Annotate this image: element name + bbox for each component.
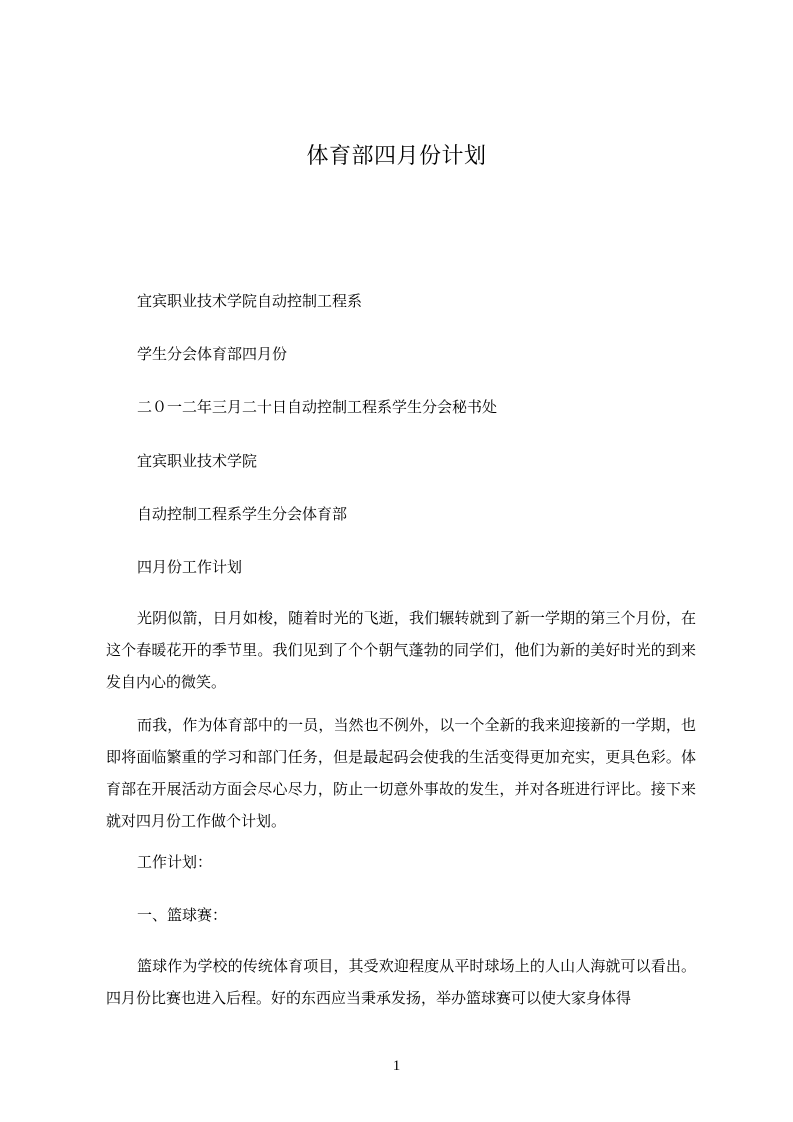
paragraph-intro: 光阴似箭，日月如梭，随着时光的飞逝，我们辗转就到了新一学期的第三个月份，在这个春暖花开的季节里。我们见到了个个朝气蓬勃的同学们，他们为新的美好时光的到来发自内心的微笑。 xyxy=(106,609,696,691)
page-number: 1 xyxy=(392,1058,401,1074)
section-heading: 工作计划： xyxy=(137,853,213,871)
header-line-department: 宜宾职业技术学院自动控制工程系 xyxy=(137,292,363,310)
subsection-heading: 一、篮球赛： xyxy=(137,906,228,924)
document-title: 体育部四月份计划 xyxy=(306,144,487,169)
paragraph-body: 而我，作为体育部中的一员，当然也不例外，以一个全新的我来迎接新的一学期，也即将面临繁重的学习和部门任务，但是最起码会使我的生活变得更加充实，更具色彩。体育部在开展活动方面会尽心尽力，防止一切意外事故的发生，并对各班进行评比。接下来就对四月份工作做个计划。 xyxy=(106,716,696,830)
header-line-date-issuer: 二０一二年三月二十日自动控制工程系学生分会秘书处 xyxy=(137,398,498,416)
header-line-subunit: 学生分会体育部四月份 xyxy=(137,345,288,363)
header-line-college: 宜宾职业技术学院 xyxy=(137,452,258,470)
header-line-sports-dept: 自动控制工程系学生分会体育部 xyxy=(137,505,348,523)
paragraph-basketball: 篮球作为学校的传统体育项目，其受欢迎程度从平时球场上的人山人海就可以看出。四月份比赛也进入后程。好的东西应当秉承发扬，举办篮球赛可以使大家身体得 xyxy=(106,957,696,1007)
header-line-plan-name: 四月份工作计划 xyxy=(137,558,243,576)
